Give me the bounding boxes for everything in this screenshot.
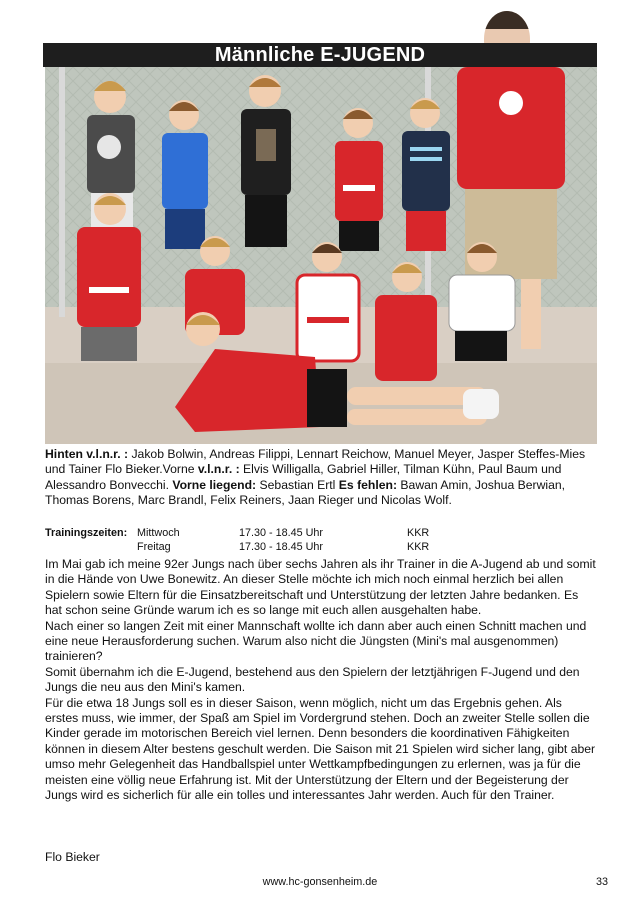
training-place: KKR	[407, 541, 430, 553]
team-photo	[45, 67, 597, 444]
footer-url: www.hc-gonsenheim.de	[262, 876, 378, 888]
paragraph: Für die etwa 18 Jungs soll es in dieser Saison, wenn möglich, nicht um das Ergebnis gehen. Als erstes muss, wie immer, der Spaß am Spiel im Vordergrund stehen. Doch an zweiter Stelle sollen die Kinder gerade im motorischen Bereich viel lernen. Denn besonders die koordinativen Fähigkeiten können in diesem Alter bestens geschult werden. Die Saison mit 21 Spielen wird sicher lang, gibt aber umso mehr Gelegenheit das Handballspiel unter Wettkampfbedingungen zu erlernen, was ja für die meisten eine völlig neue Erfahrung ist. Mit der Unterstützung der Eltern und der Begeisterung der Jungs wird es sicherlich für alle ein tolles und interessantes Jahr werden. Auch für den Trainer.	[45, 695, 596, 803]
training-label: Trainingszeiten:	[45, 527, 128, 539]
training-time: 17.30 - 18.45 Uhr	[239, 527, 324, 539]
article-body	[45, 557, 597, 804]
caption-front-label: v.l.n.r. :	[197, 462, 240, 477]
training-time: 17.30 - 18.45 Uhr	[239, 541, 324, 553]
paragraph: Nach einer so langen Zeit mit einer Mannschaft wollte ich dann aber auch einen Schnitt machen und eine neue Herausforderung suchen. Warum also nicht die Jüngsten (Mini's mal ausgenommen) trainieren?	[45, 618, 587, 664]
training-day: Freitag	[137, 541, 171, 553]
caption-front-names: Elvis Willigalla, Gabriel Hiller, Tilman Kühn, Paul Baum und Alessandro Bonvecchi.	[45, 462, 562, 492]
training-day: Mittwoch	[137, 527, 180, 539]
paragraph: Somit übernahm ich die E-Jugend, bestehend aus den Spielern der letztjährigen F-Jugend und den Jungs die neu aus den Mini's kamen.	[45, 664, 580, 695]
caption-missing-names: Bawan Amin, Joshua Berwian, Thomas Borens, Marc Brandl, Felix Reiners, Jaan Rieger und Nicolas Wolf.	[45, 477, 566, 507]
page-title: Männliche E-JUGEND	[214, 43, 426, 66]
page-number: 33	[596, 876, 609, 888]
paragraph: Im Mai gab ich meine 92er Jungs nach über sechs Jahren als ihr Trainer in die A-Jugend ab und somit in die Hände von Uwe Bonewitz. An dieser Stelle möchte ich mich noch einmal herzlich bei allen Spielern sowie Eltern für die Einsatzbereitschaft und Unterstützung der letzten Jahre bedanken. Es hat schon seine Gründe warum ich es so lange mit euch allen ausgehalten habe.	[45, 557, 596, 618]
caption-back-names: Jakob Bolwin, Andreas Filippi, Lennart Reichow, Manuel Meyer, Jasper Steffes-Mies und Tainer Flo Bieker.Vorne	[45, 447, 586, 477]
photo-caption	[45, 447, 597, 508]
caption-missing-label: Es fehlen:	[338, 477, 398, 492]
caption-back-label: Hinten v.l.n.r. :	[45, 447, 129, 461]
caption-lying-name: Sebastian Ertl	[256, 477, 339, 492]
caption-lying-label: Vorne liegend:	[172, 477, 257, 492]
page-title-bar	[43, 43, 597, 67]
author-name: Flo Bieker	[45, 850, 100, 864]
training-place: KKR	[407, 527, 430, 539]
